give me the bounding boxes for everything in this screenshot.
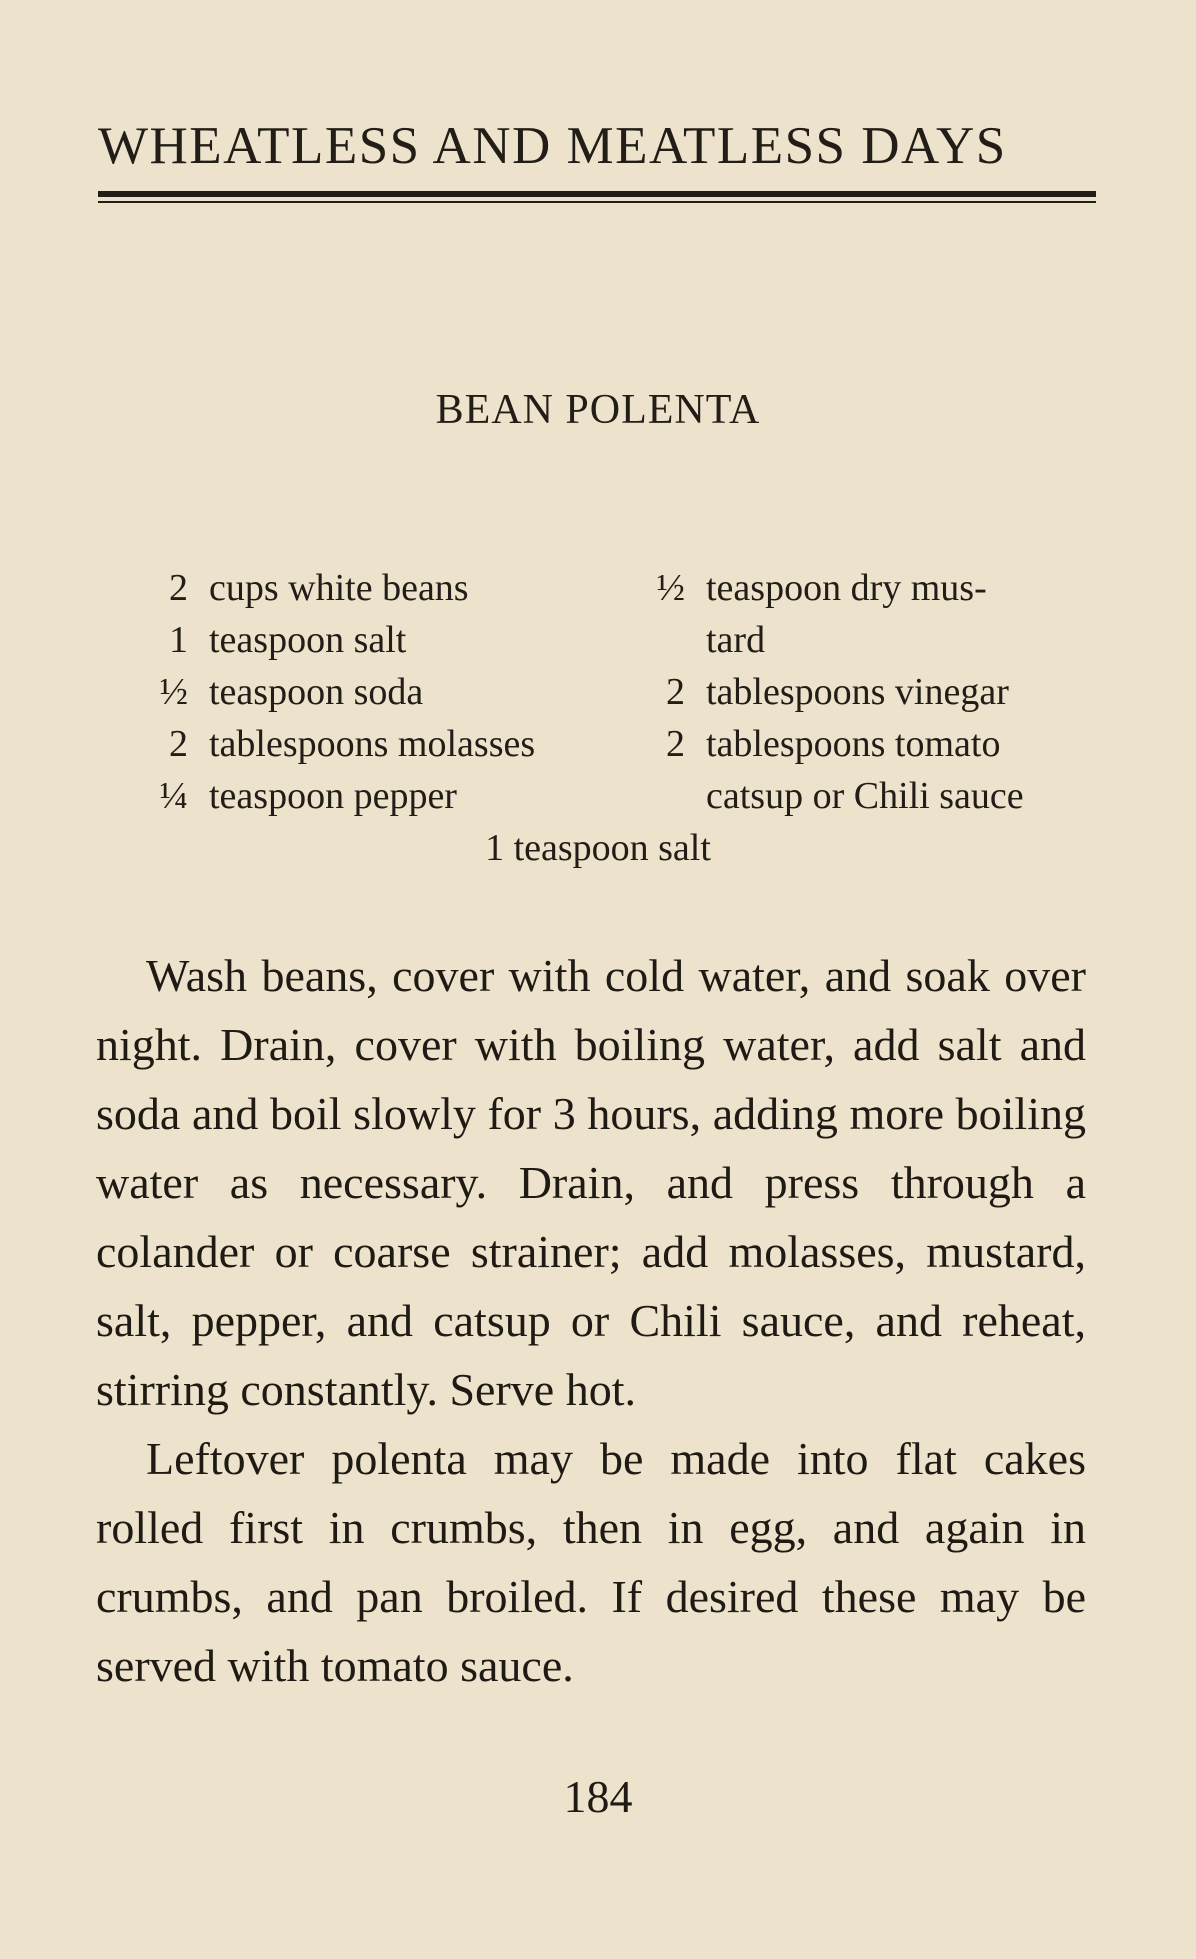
ingredient-quantity: 1 — [169, 619, 188, 661]
ingredient-description: tablespoons tomato — [706, 723, 1001, 765]
ingredient-item — [643, 562, 1098, 614]
ingredient-item — [643, 718, 1098, 770]
ingredient-description: tablespoons molasses — [209, 723, 536, 765]
ingredient-quantity: 2 — [666, 723, 685, 765]
ingredient-item — [643, 666, 1098, 718]
ingredient-description: teaspoon salt — [209, 619, 407, 661]
ingredient-item — [146, 614, 606, 666]
instruction-paragraph: Wash beans, cover with cold water, and soak over night. Drain, cover with boiling water, add salt and soda and boil slowly for 3 hours, adding more boiling water as necessary. Drain, and press through a colander or coarse strainer; add molasses, mustard, salt, pepper, and catsup or Chili sauce, and reheat, stirring constantly. Serve hot. — [96, 950, 1086, 1415]
running-head: WHEATLESS AND MEATLESS DAYS — [98, 117, 1007, 175]
ingredient-quantity: ½ — [656, 567, 685, 609]
ingredient-description-continued: catsup or Chili sauce — [706, 775, 1024, 817]
ingredient-item — [146, 666, 606, 718]
page-number: 184 — [563, 1771, 633, 1822]
ingredient-item — [146, 718, 606, 770]
ingredient-item — [146, 562, 606, 614]
recipe-instructions — [96, 941, 1086, 1700]
header-rule-thin — [98, 201, 1096, 203]
ingredient-description: teaspoon soda — [209, 671, 424, 713]
recipe-title: BEAN POLENTA — [435, 387, 761, 433]
ingredient-continuation — [643, 770, 1098, 822]
ingredients-left-column — [146, 562, 606, 822]
ingredient-quantity: ½ — [159, 671, 188, 713]
ingredient-description: teaspoon pepper — [209, 775, 457, 817]
ingredient-quantity: 2 — [666, 671, 685, 713]
ingredient-description: tablespoons vinegar — [706, 671, 1009, 713]
ingredient-item-centered: 1 teaspoon salt — [485, 827, 711, 869]
ingredient-quantity: ¼ — [159, 775, 188, 817]
ingredient-description: cups white beans — [209, 567, 469, 609]
ingredients-right-column — [643, 562, 1098, 822]
ingredient-description-continued: tard — [706, 619, 766, 661]
ingredient-quantity: 2 — [169, 723, 188, 765]
instruction-paragraph: Leftover polenta may be made into flat cakes rolled first in crumbs, then in egg, and again in crumbs, and pan broiled. If desired these may be served with tomato sauce. — [96, 1433, 1086, 1691]
ingredient-continuation — [643, 614, 1098, 666]
ingredient-description: teaspoon dry mus- — [706, 567, 987, 609]
ingredient-item — [146, 770, 606, 822]
header-rule-thick — [98, 191, 1096, 197]
ingredient-quantity: 2 — [169, 567, 188, 609]
